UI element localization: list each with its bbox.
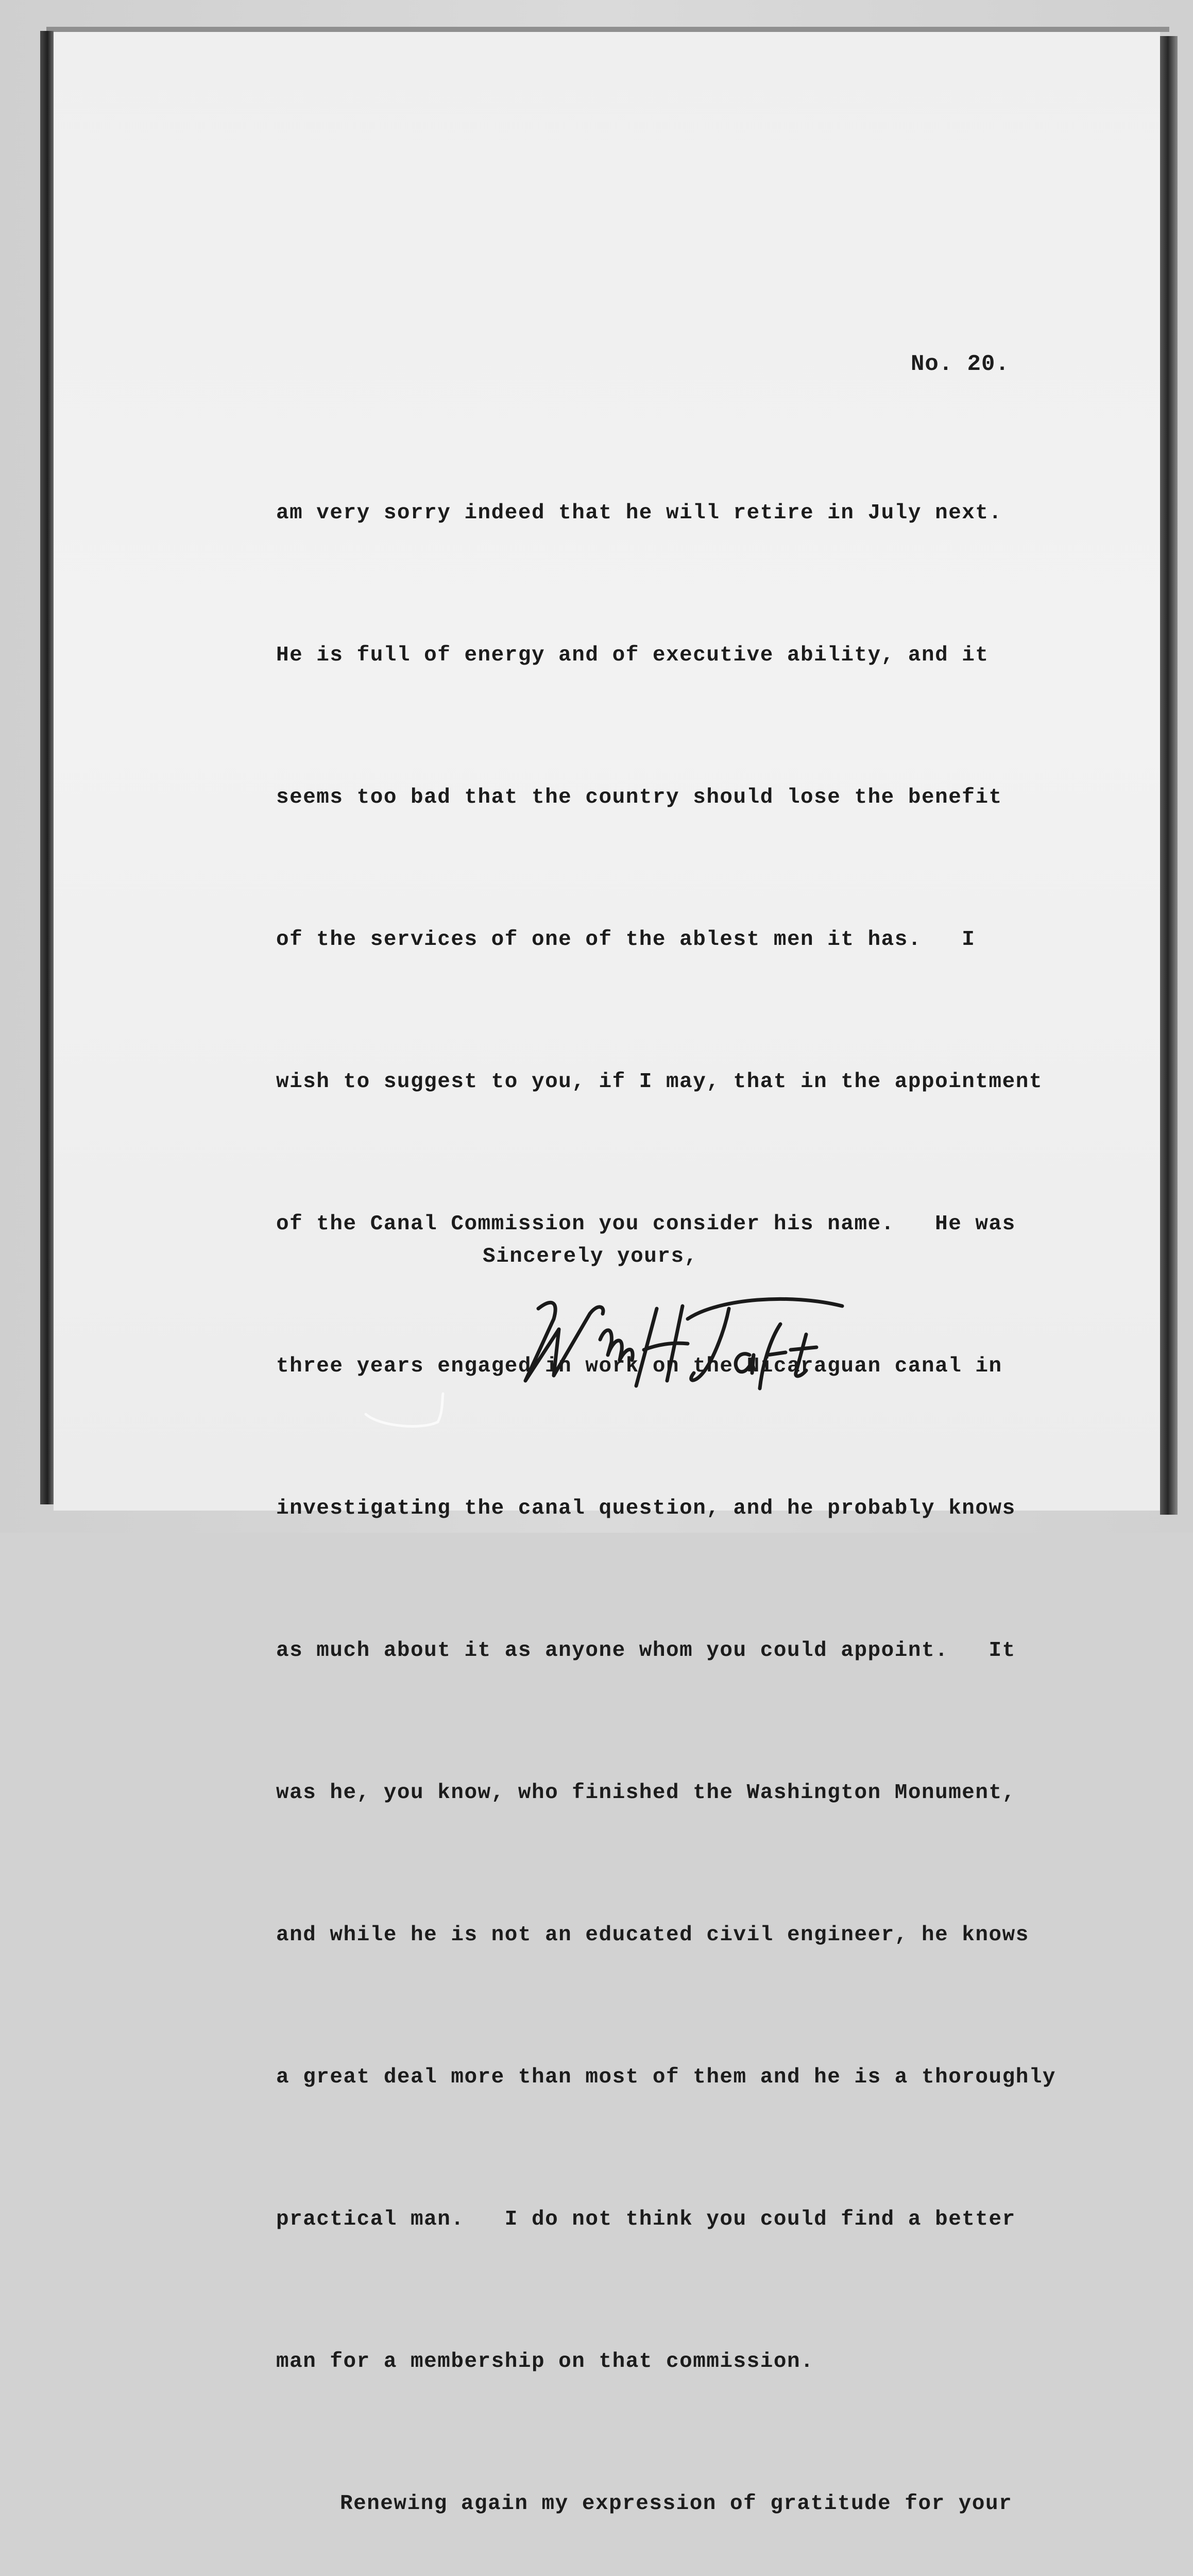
body-line: of the Canal Commission you consider his name. He was: [276, 1212, 1016, 1236]
signature: [502, 1278, 853, 1401]
body-line: as much about it as anyone whom you could appoint. It: [276, 1639, 1016, 1663]
body-line: three years engaged in work on the Nicaraguan canal in: [276, 1354, 1002, 1378]
page-right-shadow: [1160, 36, 1178, 1515]
letter-body: [276, 395, 1121, 2576]
body-line: practical man. I do not think you could find a better: [276, 2208, 1016, 2231]
page-left-shadow: [40, 31, 54, 1504]
body-line: a great deal more than most of them and he is a thoroughly: [276, 2065, 1056, 2089]
body-line: investigating the canal question, and he probably knows: [276, 1497, 1016, 1520]
body-line: am very sorry indeed that he will retire in July next.: [276, 501, 1002, 525]
closing-salutation: Sincerely yours,: [483, 1245, 698, 1268]
body-line: He is full of energy and of executive ability, and it: [276, 643, 989, 667]
body-line: was he, you know, who finished the Washington Monument,: [276, 1781, 1016, 1805]
body-line: of the services of one of the ablest men it has. I: [276, 928, 976, 952]
body-line: seems too bad that the country should lose the benefit: [276, 786, 1002, 809]
page-top-edge: [46, 27, 1169, 32]
body-line: man for a membership on that commission.: [276, 2350, 814, 2374]
body-line: wish to suggest to you, if I may, that in the appointment: [276, 1070, 1043, 1094]
page-number: No. 20.: [911, 351, 1010, 377]
pencil-mark: [361, 1391, 453, 1437]
body-line: and while he is not an educated civil engineer, he knows: [276, 1923, 1029, 1947]
body-line: Renewing again my expression of gratitude for your: [340, 2492, 1013, 2516]
